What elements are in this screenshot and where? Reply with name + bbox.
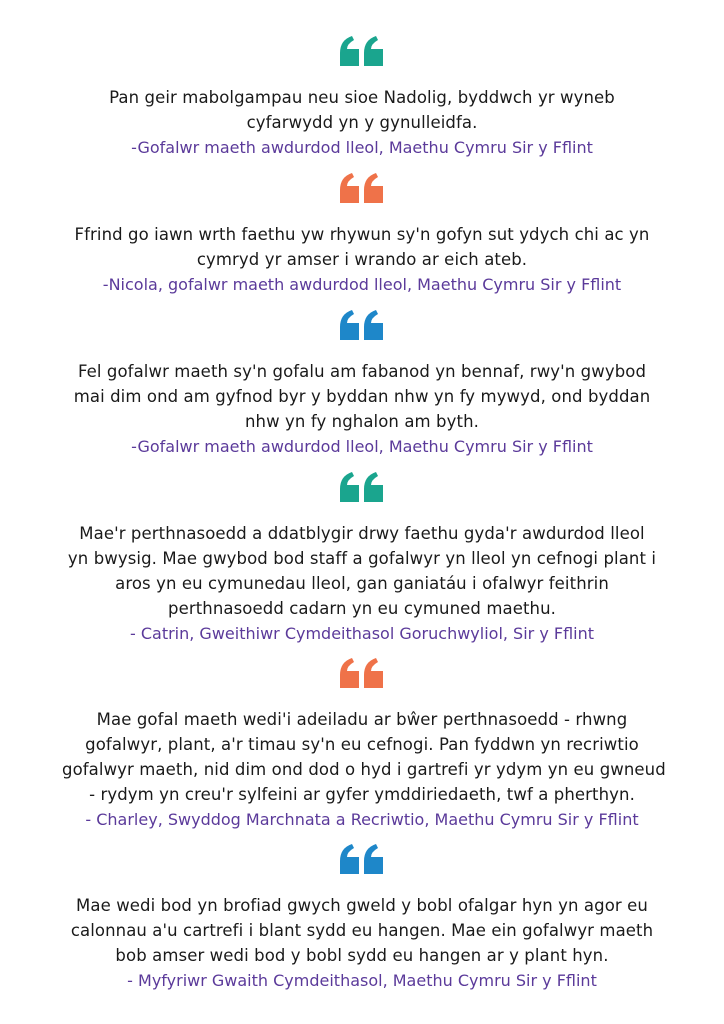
quote-icon [340,472,384,502]
quote-icon [340,310,384,340]
quote-line: calonnau a'u cartrefi i blant sydd eu hangen. Mae ein gofalwyr maeth [70,921,654,940]
testimonial-quote-text [62,707,666,807]
quote-line: gofalwyr, plant, a'r timau sy'n eu cefnogi. Pan fyddwn yn recriwtio [85,735,639,754]
quote-line: Mae gofal maeth wedi'i adeiladu ar bŵer perthnasoedd - rhwng [96,710,628,729]
quote-line: - rydym yn creu'r sylfeini ar gyfer ymddiriedaeth, twf a pherthyn. [89,785,635,804]
testimonial-attribution: - Myfyriwr Gwaith Cymdeithasol, Maethu Cymru Sir y Fflint [127,971,597,990]
quote-line: Mae wedi bod yn brofiad gwych gweld y bobl ofalgar hyn yn agor eu [76,896,648,915]
testimonial-attribution: -Nicola, gofalwr maeth awdurdod lleol, Maethu Cymru Sir y Fflint [102,275,622,294]
testimonial-attribution: -Gofalwr maeth awdurdod lleol, Maethu Cymru Sir y Fflint [131,138,593,157]
quote-line: Mae'r perthnasoedd a ddatblygir drwy faethu gyda'r awdurdod lleol [79,524,645,543]
testimonial-quote-text [62,893,662,968]
testimonial-attribution: - Catrin, Gweithiwr Cymdeithasol Goruchwyliol, Sir y Fflint [129,624,595,643]
quote-line: mai dim ond am gyfnod byr y byddan nhw yn fy mywyd, ond byddan [73,387,651,406]
testimonial-attribution: -Gofalwr maeth awdurdod lleol, Maethu Cymru Sir y Fflint [131,437,593,456]
quote-icon [340,36,384,66]
testimonial-6 [0,844,724,993]
quote-line: Ffrind go iawn wrth faethu yw rhywun sy'n gofyn sut ydych chi ac yn [74,225,650,244]
testimonial-5 [0,658,724,832]
quote-line: bob amser wedi bod y bobl sydd eu hangen ar y plant hyn. [115,946,609,965]
testimonial-quote-text [62,521,662,621]
testimonial-quote-text [62,359,662,434]
quote-icon [340,844,384,874]
quote-line: yn bwysig. Mae gwybod bod staff a gofalwyr yn lleol yn cefnogi plant i [67,549,657,568]
quote-line: cyfarwydd yn y gynulleidfa. [246,113,478,132]
quote-icon [340,173,384,203]
quote-line: nhw yn fy nghalon am byth. [245,412,479,431]
quote-line: Fel gofalwr maeth sy'n gofalu am fabanod yn bennaf, rwy'n gwybod [77,362,647,381]
testimonial-4 [0,472,724,646]
quote-icon [340,658,384,688]
testimonial-1 [0,36,724,160]
testimonial-quote-text [62,222,662,272]
quote-line: cymryd yr amser i wrando ar eich ateb. [196,250,528,269]
testimonial-quote-text [62,85,662,135]
quote-line: gofalwyr maeth, nid dim ond dod o hyd i gartrefi yr ydym yn eu gwneud [62,760,666,779]
testimonial-3 [0,310,724,459]
testimonial-attribution: - Charley, Swyddog Marchnata a Recriwtio, Maethu Cymru Sir y Fflint [85,810,639,829]
quote-line: aros yn eu cymunedau lleol, gan ganiatáu i ofalwyr feithrin [115,574,609,593]
quote-line: perthnasoedd cadarn yn eu cymuned maethu. [168,599,556,618]
quote-line: Pan geir mabolgampau neu sioe Nadolig, byddwch yr wyneb [109,88,615,107]
testimonial-2 [0,173,724,297]
